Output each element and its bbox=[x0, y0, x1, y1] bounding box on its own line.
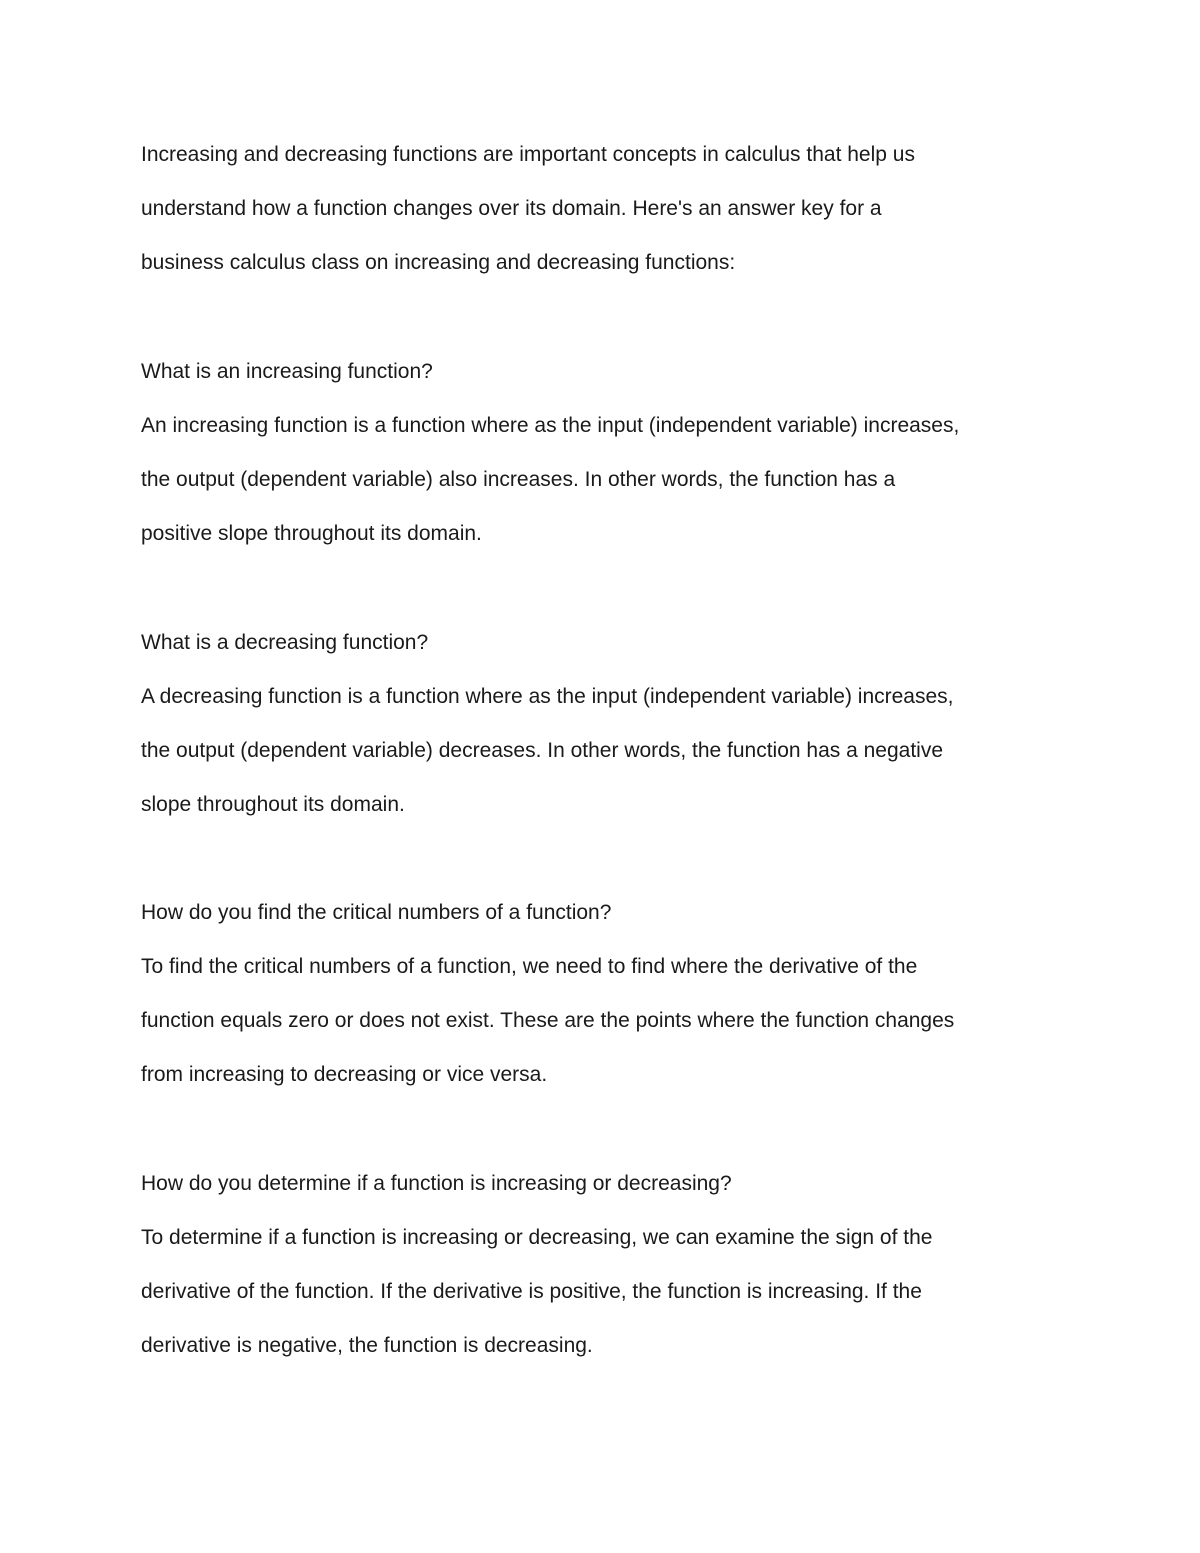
answer-line: the output (dependent variable) also increases. In other words, the function has a bbox=[141, 468, 896, 491]
answer-line: positive slope throughout its domain. bbox=[141, 522, 482, 545]
section-critical-numbers bbox=[141, 886, 1091, 1102]
intro-paragraph bbox=[141, 128, 1091, 290]
answer-line: A decreasing function is a function where as the input (independent variable) increases, bbox=[141, 685, 954, 708]
question-heading: What is a decreasing function? bbox=[141, 631, 429, 654]
section-increasing-function bbox=[141, 345, 1091, 561]
intro-line: understand how a function changes over its domain. Here's an answer key for a bbox=[141, 197, 882, 220]
question-heading: What is an increasing function? bbox=[141, 360, 433, 383]
answer-line: To find the critical numbers of a function, we need to find where the derivative of the bbox=[141, 955, 918, 978]
question-heading: How do you find the critical numbers of a function? bbox=[141, 901, 612, 924]
intro-line: business calculus class on increasing and decreasing functions: bbox=[141, 251, 736, 274]
answer-line: slope throughout its domain. bbox=[141, 793, 405, 816]
section-decreasing-function bbox=[141, 616, 1091, 832]
question-heading: How do you determine if a function is increasing or decreasing? bbox=[141, 1172, 732, 1195]
answer-line: derivative is negative, the function is decreasing. bbox=[141, 1334, 593, 1357]
answer-line: from increasing to decreasing or vice versa. bbox=[141, 1063, 548, 1086]
answer-line: An increasing function is a function where as the input (independent variable) increases, bbox=[141, 414, 960, 437]
answer-line: function equals zero or does not exist. These are the points where the function changes bbox=[141, 1009, 955, 1032]
section-determine-increasing-decreasing bbox=[141, 1157, 1091, 1373]
answer-line: To determine if a function is increasing or decreasing, we can examine the sign of the bbox=[141, 1226, 933, 1249]
intro-line: Increasing and decreasing functions are important concepts in calculus that help us bbox=[141, 143, 915, 166]
answer-line: derivative of the function. If the derivative is positive, the function is increasing. If the bbox=[141, 1280, 922, 1303]
answer-line: the output (dependent variable) decreases. In other words, the function has a negative bbox=[141, 739, 944, 762]
